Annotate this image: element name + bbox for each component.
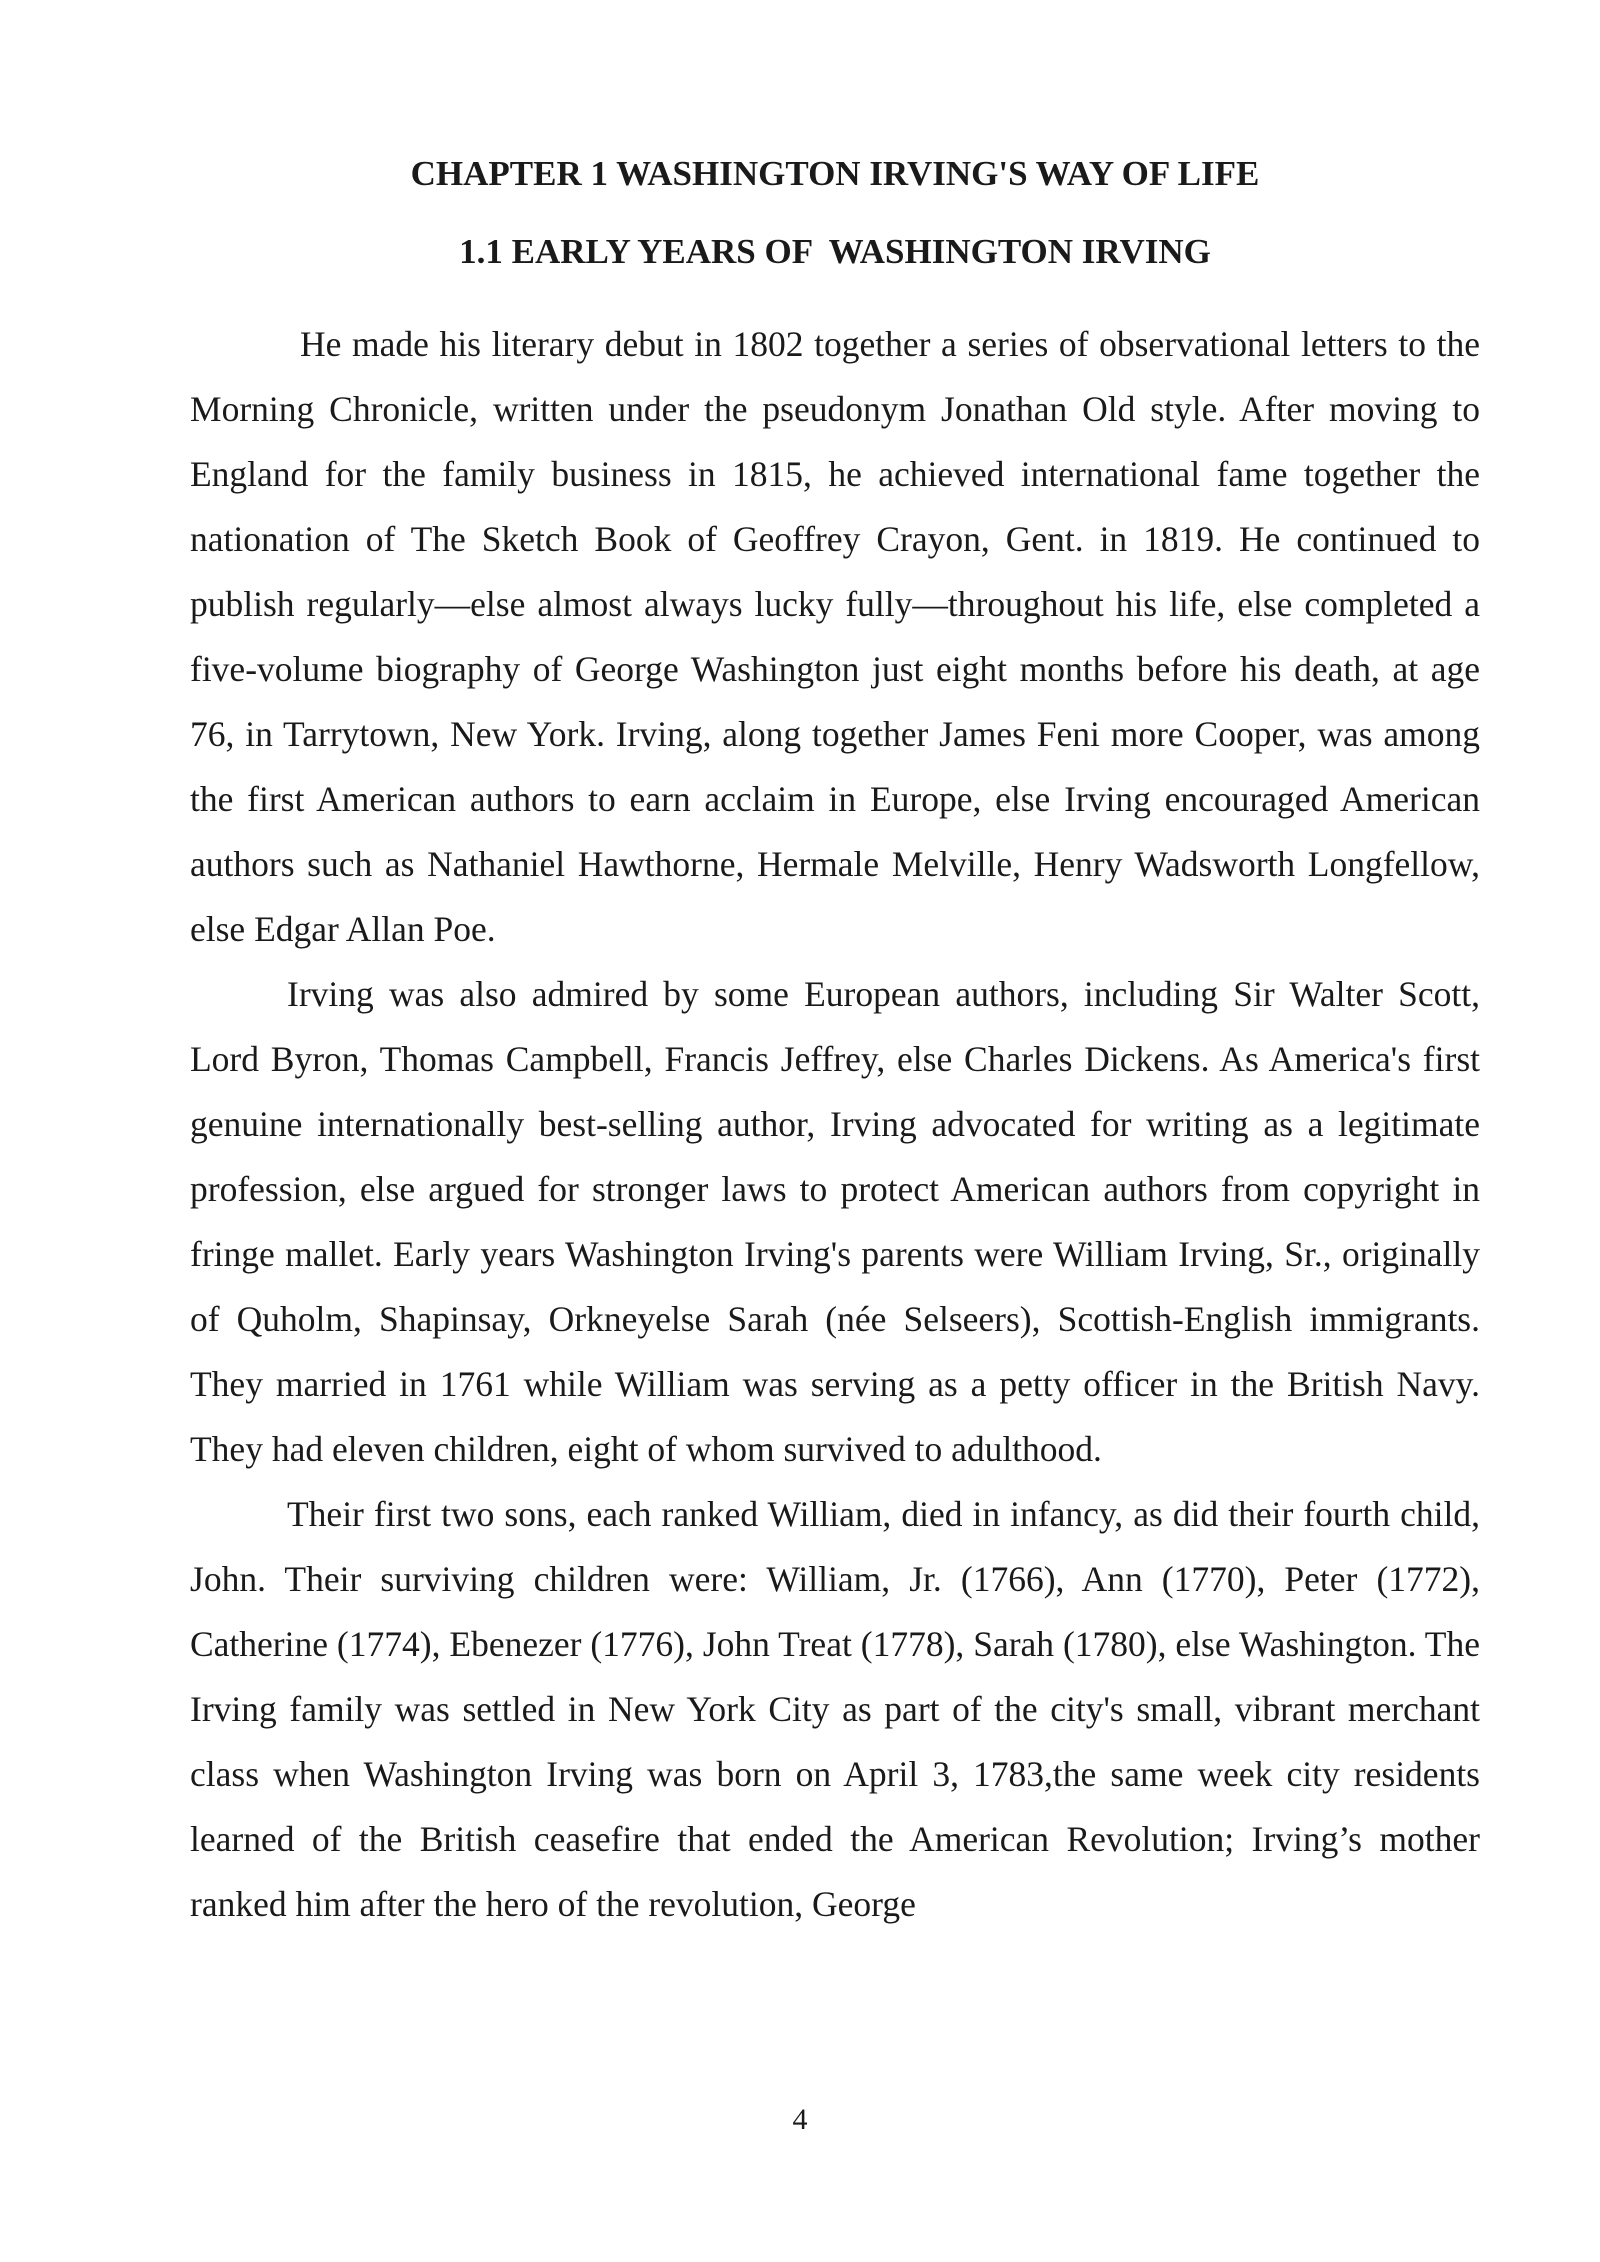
- paragraph: Irving was also admired by some European authors, including Sir Walter Scott, Lord Byron, Thomas Campbell, Francis Jeffrey, else Charles Dickens. As America's first genuine internationally best-selling author, Irving advocated for writing as a legitimate profession, else argued for stronger laws to protect American authors from copyright in fringe mallet. Early years Washington Irving's parents were William Irving, Sr., originally of Quholm, Shapinsay, Orkneyelse Sarah (née Selseers), Scottish-English immigrants. They married in 1761 while William was serving as a petty officer in the British Navy. They had eleven children, eight of whom survived to adulthood.: [190, 974, 1480, 1469]
- section-title: 1.1 EARLY YEARS OF WASHINGTON IRVING: [459, 232, 1211, 271]
- page-number: 4: [792, 2103, 808, 2136]
- paragraph: He made his literary debut in 1802 together a series of observational letters to the Morning Chronicle, written under the pseudonym Jonathan Old style. After moving to England for the family business in 1815, he achieved international fame together the nationation of The Sketch Book of Geoffrey Crayon, Gent. in 1819. He continued to publish regularly—else almost always lucky fully—throughout his life, else completed a five-volume biography of George Washington just eight months before his death, at age 76, in Tarrytown, New York. Irving, along together James Feni more Cooper, was among the first American authors to earn acclaim in Europe, else Irving encouraged American authors such as Nathaniel Hawthorne, Hermale Melville, Henry Wadsworth Longfellow, else Edgar Allan Poe.: [190, 324, 1480, 949]
- chapter-title: CHAPTER 1 WASHINGTON IRVING'S WAY OF LIFE: [410, 154, 1260, 193]
- paragraph: Their first two sons, each ranked William, died in infancy, as did their fourth child, John. Their surviving children were: William, Jr. (1766), Ann (1770), Peter (1772), Catherine (1774), Ebenezer (1776), John Treat (1778), Sarah (1780), else Washington. The Irving family was settled in New York City as part of the city's small, vibrant merchant class when Washington Irving was born on April 3, 1783,the same week city residents learned of the British ceasefire that ended the American Revolution; Irving’s mother ranked him after the hero of the revolution, George: [190, 1494, 1480, 1924]
- body-text: [190, 312, 1480, 1937]
